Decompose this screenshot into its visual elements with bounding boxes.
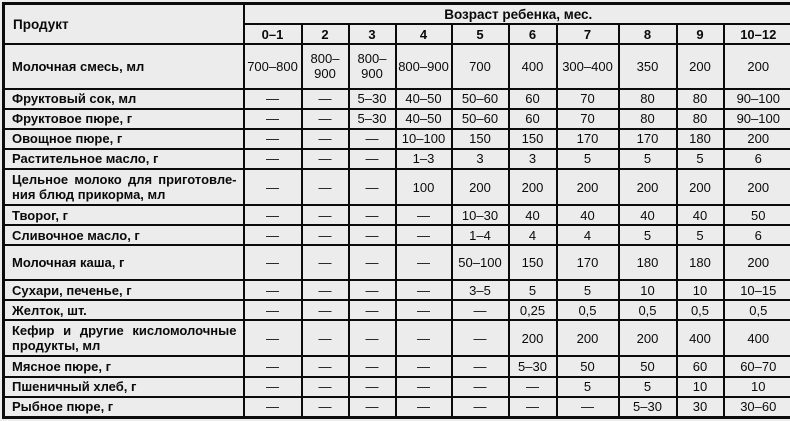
value-cell: —: [244, 280, 302, 300]
value-cell: —: [396, 356, 452, 376]
value-cell: 1–4: [452, 225, 509, 245]
age-column-header: 6: [509, 24, 557, 44]
value-cell: 10–100: [396, 129, 452, 149]
value-cell: —: [244, 225, 302, 245]
value-cell: 200: [677, 44, 724, 89]
value-cell: 400: [677, 320, 724, 356]
value-cell: 5–30: [509, 356, 557, 376]
value-cell: —: [452, 397, 509, 418]
value-cell: —: [302, 377, 349, 397]
product-name: Творог, г: [4, 205, 244, 225]
value-cell: —: [349, 300, 396, 320]
value-cell: 5: [619, 149, 677, 169]
value-cell: 5: [509, 280, 557, 300]
value-cell: 700: [452, 44, 509, 89]
value-cell: 100: [396, 169, 452, 205]
value-cell: 60–70: [724, 356, 790, 376]
value-cell: 0,5: [724, 300, 790, 320]
value-cell: 5: [677, 149, 724, 169]
age-column-header: 2: [302, 24, 349, 44]
value-cell: —: [557, 397, 619, 418]
value-cell: —: [244, 356, 302, 376]
value-cell: —: [396, 225, 452, 245]
table-row: [4, 129, 790, 149]
value-cell: —: [452, 320, 509, 356]
header-row-top: [4, 4, 790, 25]
value-cell: 700–800: [244, 44, 302, 89]
product-name: Сухари, печенье, г: [4, 280, 244, 300]
value-cell: 6: [724, 149, 790, 169]
value-cell: —: [302, 245, 349, 280]
table-row: [4, 225, 790, 245]
value-cell: 200: [509, 169, 557, 205]
product-name: Сливочное масло, г: [4, 225, 244, 245]
product-name: Фруктовое пюре, г: [4, 109, 244, 129]
value-cell: —: [396, 280, 452, 300]
value-cell: 5: [557, 149, 619, 169]
value-cell: —: [349, 225, 396, 245]
table-row: [4, 300, 790, 320]
value-cell: 10–30: [452, 205, 509, 225]
product-name: Молочная смесь, мл: [4, 44, 244, 89]
value-cell: 800–900: [302, 44, 349, 89]
product-name: Пшеничный хлеб, г: [4, 377, 244, 397]
value-cell: 30: [677, 397, 724, 418]
value-cell: 5: [619, 377, 677, 397]
value-cell: 60: [677, 356, 724, 376]
value-cell: 80: [677, 109, 724, 129]
value-cell: —: [349, 320, 396, 356]
value-cell: 50: [619, 356, 677, 376]
value-cell: —: [244, 320, 302, 356]
value-cell: 300–400: [557, 44, 619, 89]
value-cell: 5–30: [619, 397, 677, 418]
product-name: Кефир и другие кисломолочные продукты, мл: [4, 320, 244, 356]
value-cell: —: [302, 397, 349, 418]
value-cell: —: [396, 377, 452, 397]
value-cell: 40: [619, 205, 677, 225]
value-cell: —: [302, 129, 349, 149]
product-column-header: Продукт: [4, 4, 244, 45]
value-cell: 800–900: [349, 44, 396, 89]
value-cell: —: [396, 397, 452, 418]
value-cell: —: [302, 300, 349, 320]
value-cell: 80: [619, 89, 677, 109]
value-cell: —: [302, 89, 349, 109]
value-cell: —: [302, 169, 349, 205]
value-cell: —: [302, 205, 349, 225]
value-cell: 10: [677, 280, 724, 300]
product-name: Растительное масло, г: [4, 149, 244, 169]
table-row: [4, 205, 790, 225]
value-cell: —: [244, 169, 302, 205]
value-cell: 400: [724, 320, 790, 356]
table-row: [4, 280, 790, 300]
value-cell: 150: [509, 245, 557, 280]
product-name: Мясное пюре, г: [4, 356, 244, 376]
age-column-header: 4: [396, 24, 452, 44]
table-row: [4, 89, 790, 109]
value-cell: 0,5: [619, 300, 677, 320]
value-cell: 50: [724, 205, 790, 225]
value-cell: 30–60: [724, 397, 790, 418]
value-cell: —: [302, 109, 349, 129]
value-cell: 3: [452, 149, 509, 169]
value-cell: 0,5: [677, 300, 724, 320]
value-cell: 5–30: [349, 109, 396, 129]
value-cell: 200: [619, 320, 677, 356]
table-row: [4, 109, 790, 129]
value-cell: 50–100: [452, 245, 509, 280]
age-column-header: 10–12: [724, 24, 790, 44]
value-cell: 50–60: [452, 109, 509, 129]
value-cell: 1–3: [396, 149, 452, 169]
value-cell: —: [349, 377, 396, 397]
age-column-header: 7: [557, 24, 619, 44]
value-cell: 800–900: [396, 44, 452, 89]
value-cell: 60: [509, 89, 557, 109]
value-cell: 200: [452, 169, 509, 205]
table-row: [4, 377, 790, 397]
value-cell: 170: [619, 129, 677, 149]
table-row: [4, 320, 790, 356]
value-cell: 150: [509, 129, 557, 149]
value-cell: 5: [677, 225, 724, 245]
age-column-header: 9: [677, 24, 724, 44]
value-cell: —: [244, 129, 302, 149]
value-cell: —: [244, 300, 302, 320]
table-row: [4, 169, 790, 205]
value-cell: —: [302, 356, 349, 376]
value-cell: 200: [724, 169, 790, 205]
value-cell: 40–50: [396, 89, 452, 109]
value-cell: —: [349, 397, 396, 418]
value-cell: 200: [557, 169, 619, 205]
value-cell: 10–15: [724, 280, 790, 300]
age-column-header: 0–1: [244, 24, 302, 44]
value-cell: —: [509, 397, 557, 418]
value-cell: 10: [724, 377, 790, 397]
value-cell: —: [396, 300, 452, 320]
value-cell: 80: [677, 89, 724, 109]
value-cell: 6: [724, 225, 790, 245]
value-cell: 10: [619, 280, 677, 300]
value-cell: 200: [619, 169, 677, 205]
value-cell: 80: [619, 109, 677, 129]
value-cell: —: [396, 320, 452, 356]
value-cell: —: [244, 397, 302, 418]
value-cell: —: [349, 280, 396, 300]
value-cell: 170: [557, 129, 619, 149]
value-cell: —: [452, 377, 509, 397]
value-cell: —: [244, 109, 302, 129]
product-name: Цельное молоко для приготовле-ния блюд прикорма, мл: [4, 169, 244, 205]
value-cell: 200: [724, 44, 790, 89]
value-cell: —: [244, 245, 302, 280]
value-cell: —: [349, 245, 396, 280]
value-cell: 50–60: [452, 89, 509, 109]
table-row: [4, 245, 790, 280]
age-column-header: 5: [452, 24, 509, 44]
value-cell: 90–100: [724, 109, 790, 129]
product-name: Молочная каша, г: [4, 245, 244, 280]
value-cell: —: [244, 149, 302, 169]
value-cell: 0,25: [509, 300, 557, 320]
value-cell: 200: [509, 320, 557, 356]
value-cell: —: [302, 149, 349, 169]
value-cell: 40: [557, 205, 619, 225]
table-row: [4, 356, 790, 376]
value-cell: 40: [509, 205, 557, 225]
value-cell: —: [302, 280, 349, 300]
product-name: Фруктовый сок, мл: [4, 89, 244, 109]
value-cell: 70: [557, 109, 619, 129]
table-row: [4, 397, 790, 418]
value-cell: 5–30: [349, 89, 396, 109]
value-cell: 4: [557, 225, 619, 245]
value-cell: 50: [557, 356, 619, 376]
value-cell: —: [396, 205, 452, 225]
table-row: [4, 149, 790, 169]
value-cell: —: [349, 129, 396, 149]
feeding-table: [2, 2, 790, 419]
table-row: [4, 44, 790, 89]
value-cell: —: [349, 205, 396, 225]
value-cell: 5: [619, 225, 677, 245]
value-cell: —: [244, 205, 302, 225]
value-cell: 5: [557, 377, 619, 397]
value-cell: 70: [557, 89, 619, 109]
value-cell: 60: [509, 109, 557, 129]
value-cell: 170: [557, 245, 619, 280]
value-cell: 400: [509, 44, 557, 89]
value-cell: 180: [677, 245, 724, 280]
value-cell: —: [244, 377, 302, 397]
value-cell: 180: [619, 245, 677, 280]
value-cell: —: [396, 245, 452, 280]
value-cell: 180: [677, 129, 724, 149]
value-cell: —: [452, 300, 509, 320]
product-name: Овощное пюре, г: [4, 129, 244, 149]
value-cell: 200: [677, 169, 724, 205]
value-cell: 90–100: [724, 89, 790, 109]
value-cell: —: [452, 356, 509, 376]
value-cell: —: [349, 149, 396, 169]
age-column-header: 8: [619, 24, 677, 44]
age-group-header: Возраст ребенка, мес.: [244, 4, 790, 25]
product-name: Желток, шт.: [4, 300, 244, 320]
value-cell: —: [244, 89, 302, 109]
value-cell: 40–50: [396, 109, 452, 129]
value-cell: —: [302, 320, 349, 356]
value-cell: 200: [724, 245, 790, 280]
value-cell: 350: [619, 44, 677, 89]
value-cell: 200: [724, 129, 790, 149]
value-cell: 40: [677, 205, 724, 225]
value-cell: —: [349, 356, 396, 376]
value-cell: —: [302, 225, 349, 245]
value-cell: 4: [509, 225, 557, 245]
value-cell: —: [349, 169, 396, 205]
age-column-header: 3: [349, 24, 396, 44]
value-cell: 150: [452, 129, 509, 149]
value-cell: 200: [557, 320, 619, 356]
value-cell: 0,5: [557, 300, 619, 320]
value-cell: 5: [557, 280, 619, 300]
value-cell: —: [509, 377, 557, 397]
product-name: Рыбное пюре, г: [4, 397, 244, 418]
value-cell: 10: [677, 377, 724, 397]
value-cell: 3: [509, 149, 557, 169]
value-cell: 3–5: [452, 280, 509, 300]
